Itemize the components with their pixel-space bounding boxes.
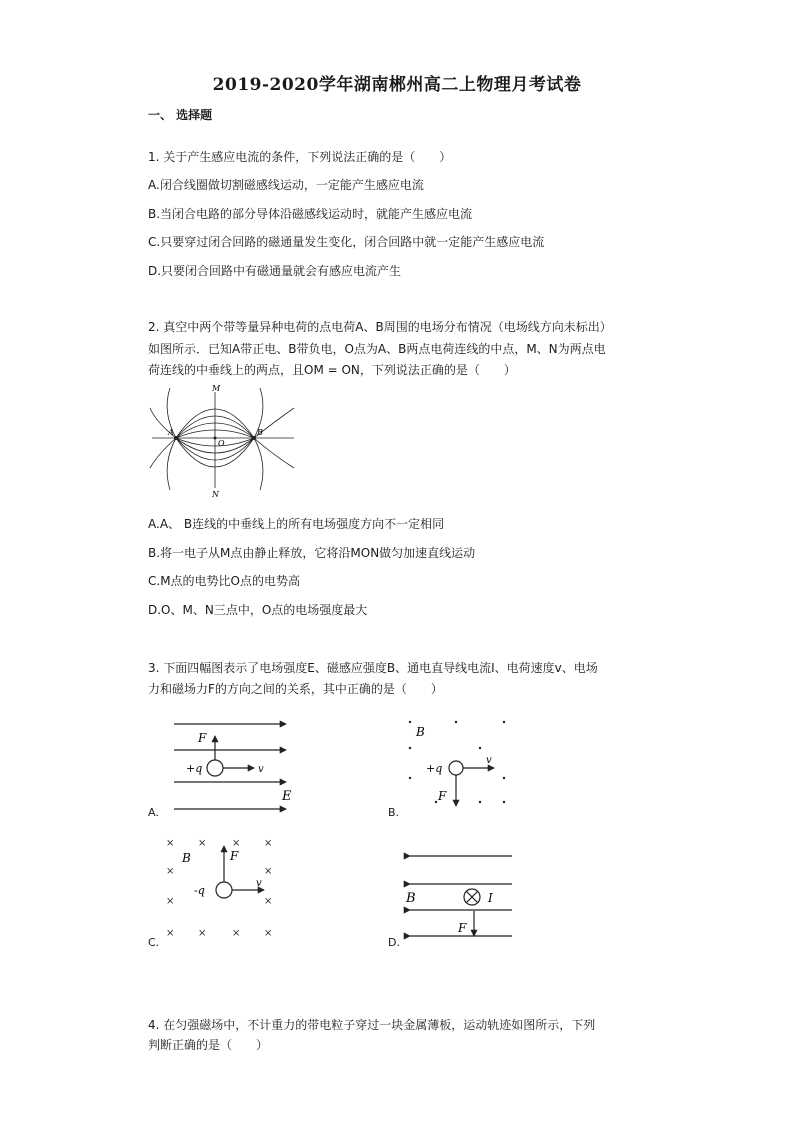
charge-circle [216, 882, 232, 898]
q1-option-b: B.当闭合电路的部分导体沿磁感线运动时，就能产生感应电流 [148, 207, 473, 221]
charge-circle [449, 761, 463, 775]
svg-text:×: × [264, 896, 273, 907]
svg-text:×: × [232, 928, 241, 939]
label-f: F [230, 849, 239, 863]
q3-option-b-label: B. [388, 806, 400, 819]
svg-text:×: × [198, 928, 207, 939]
q3-figure-c [160, 832, 290, 942]
label-m: M [212, 384, 221, 393]
label-v: v [486, 755, 492, 766]
label-q: +q [426, 762, 443, 775]
q4-stem-line-1: 4. 在匀强磁场中，不计重力的带电粒子穿过一块金属薄板，运动轨迹如图所示，下列 [148, 1018, 596, 1032]
label-b: B [416, 725, 425, 739]
svg-text:×: × [166, 896, 175, 907]
svg-text:×: × [198, 838, 207, 849]
svg-text:×: × [166, 928, 175, 939]
q2-option-d: D.O、M、N三点中，O点的电场强度最大 [148, 603, 368, 617]
q3-stem-line-2: 力和磁场力F的方向之间的关系，其中正确的是（ ） [148, 682, 443, 696]
q1-option-a: A.闭合线圈做切割磁感线运动，一定能产生感应电流 [148, 178, 424, 192]
exam-title: 2019-2020学年湖南郴州高二上物理月考试卷 [212, 75, 582, 95]
svg-text:×: × [264, 928, 273, 939]
svg-text:×: × [264, 866, 273, 877]
q2-option-c: C.M点的电势比O点的电势高 [148, 574, 300, 588]
q3-stem-line-1: 3. 下面四幅图表示了电场强度E、磁感应强度B、通电直导线电流I、电荷速度v、电场 [148, 661, 598, 675]
q3-figure-d [402, 846, 518, 942]
q2-field-line-figure [148, 382, 298, 500]
q2-stem-line-2: 如图所示．已知A带正电、B带负电，O点为A、B两点电荷连线的中点，M、N为两点电 [148, 342, 606, 356]
q2-stem-line-3: 荷连线的中垂线上的两点，且OM = ON，下列说法正确的是（ ） [148, 363, 516, 377]
q4-stem-line-2: 判断正确的是（ ） [148, 1038, 269, 1052]
q1-option-d: D.只要闭合回路中有磁通量就会有感应电流产生 [148, 264, 402, 278]
charge-circle [207, 760, 223, 776]
q3-option-d-label: D. [388, 936, 400, 949]
label-e: E [282, 789, 292, 804]
label-f: F [458, 921, 467, 935]
label-a: A [168, 428, 174, 437]
charge-a-dot [174, 436, 178, 440]
q2-option-a: A.A、 B连线的中垂线上的所有电场强度方向不一定相同 [148, 517, 445, 531]
svg-text:×: × [166, 866, 175, 877]
label-q: -q [194, 884, 205, 897]
label-v: v [258, 764, 264, 775]
label-f: F [438, 789, 447, 803]
label-o: O [218, 439, 225, 448]
q1-stem: 1. 关于产生感应电流的条件，下列说法正确的是（ ） [148, 150, 452, 164]
q2-stem-line-1: 2. 真空中两个带等量异种电荷的点电荷A、B周围的电场分布情况（电场线方向未标出） [148, 320, 612, 334]
label-f: F [198, 731, 207, 745]
q3-option-a-label: A. [148, 806, 159, 819]
label-b: B [257, 428, 263, 437]
label-q: +q [186, 762, 203, 775]
dipole-field-diagram [148, 382, 298, 500]
label-v: v [256, 878, 262, 889]
section-heading: 一、 选择题 [148, 108, 213, 122]
svg-text:×: × [166, 838, 175, 849]
q1-option-c: C.只要穿过闭合回路的磁通量发生变化，闭合回路中就一定能产生感应电流 [148, 235, 545, 249]
label-b: B [182, 851, 191, 865]
charge-b-dot [252, 436, 256, 440]
label-b: B [406, 891, 416, 906]
label-n: N [212, 490, 219, 499]
point-o-dot [214, 437, 217, 440]
svg-text:×: × [264, 838, 273, 849]
q2-option-b: B.将一电子从M点由静止释放，它将沿MON做匀加速直线运动 [148, 546, 476, 560]
q3-figure-a [148, 712, 298, 822]
q3-figure-b [400, 712, 520, 822]
svg-text:×: × [232, 838, 241, 849]
q3-option-c-label: C. [148, 936, 160, 949]
label-i: I [488, 891, 493, 905]
